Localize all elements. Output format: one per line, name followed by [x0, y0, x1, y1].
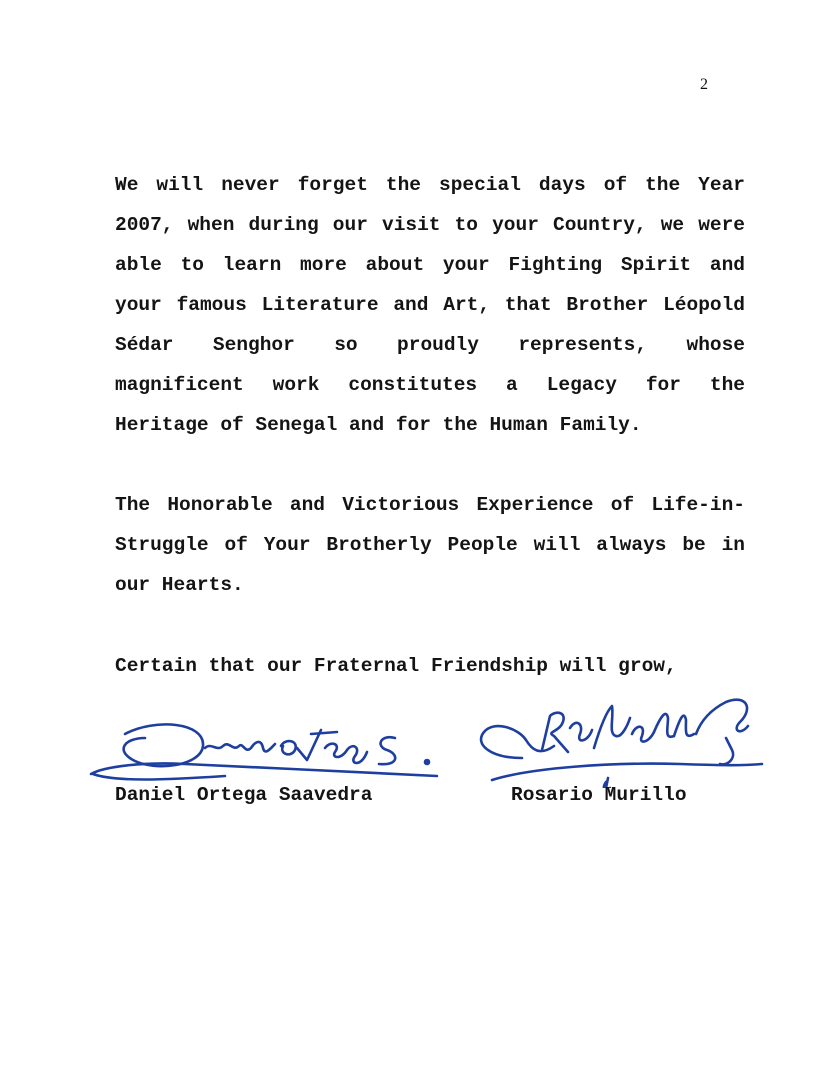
signature-rosario-murillo: [470, 688, 770, 788]
page-number: 2: [700, 76, 708, 93]
signer-name-daniel-ortega: Daniel Ortega Saavedra: [115, 784, 373, 806]
paragraph-experience: The Honorable and Victorious Experience of Life-in-Struggle of Your Brotherly People will always be in our Hearts.: [115, 494, 745, 596]
paragraph-memories: We will never forget the special days of the Year 2007, when during our visit to your Country, we were able to learn more about your Fighting Spirit and your famous Literature and Art, that Brother Léopold Sédar Senghor so proudly represents, whose magnificent work constitutes a Legacy for the Heritage of Senegal and for the Human Family.: [115, 174, 745, 436]
signature-ink-right: [470, 688, 770, 788]
paragraph-closing: Certain that our Fraternal Friendship will grow,: [115, 655, 677, 677]
signer-name-rosario-murillo: Rosario Murillo: [511, 784, 687, 806]
